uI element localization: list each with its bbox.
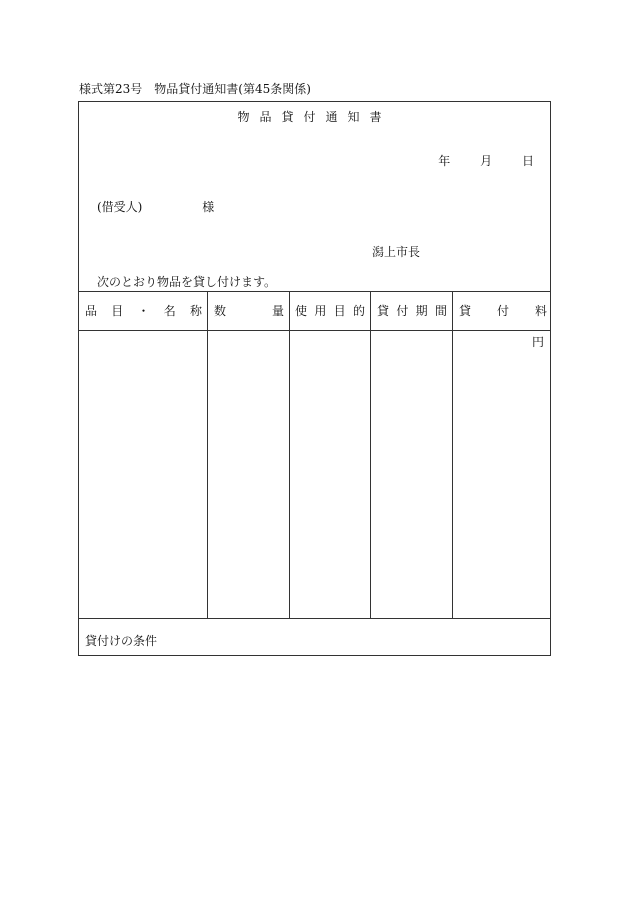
issuer-name: 潟上市長: [372, 245, 421, 259]
fee-unit-label: 円: [531, 335, 544, 349]
intro-text: 次のとおり物品を貸し付けます。: [97, 275, 277, 289]
borrower-line: [97, 198, 214, 215]
date-year-label: 年: [438, 154, 451, 168]
header-purpose: 使 用 目 的: [295, 304, 365, 318]
header-quantity: 数 量: [214, 304, 284, 318]
conditions-label: 貸付けの条件: [85, 634, 158, 648]
header-item-name: 品 目 ・ 名 称: [85, 304, 202, 318]
table-bottom-border: [79, 618, 550, 619]
column-divider-2: [289, 291, 290, 618]
column-divider-4: [452, 291, 453, 618]
date-day-label: 日: [521, 154, 534, 168]
table-header-border: [79, 330, 550, 331]
column-divider-1: [207, 291, 208, 618]
form-box: [78, 101, 551, 656]
borrower-honorific: 様: [202, 200, 215, 214]
column-divider-3: [370, 291, 371, 618]
form-title: 物品貸付通知書: [237, 110, 392, 124]
header-loan-fee: 貸 付 料: [459, 304, 547, 318]
date-line: [438, 152, 534, 169]
date-month-label: 月: [480, 154, 493, 168]
header-loan-period: 貸 付 期 間: [377, 304, 447, 318]
borrower-label: (借受人): [97, 200, 143, 214]
form-caption: 様式第23号 物品貸付通知書(第45条関係): [79, 82, 311, 96]
